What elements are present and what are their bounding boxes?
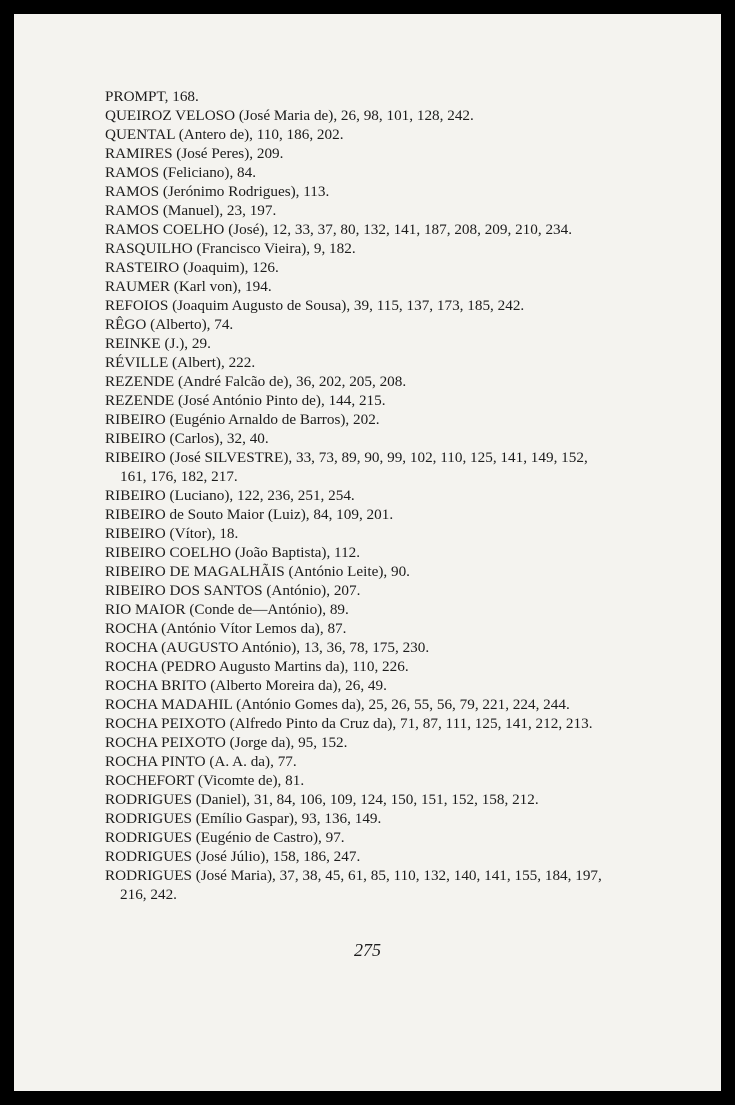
index-entry: RAMIRES (José Peres), 209. xyxy=(105,145,284,162)
index-entry: ROCHA PINTO (A. A. da), 77. xyxy=(105,753,297,770)
index-entry: RIBEIRO (Vítor), 18. xyxy=(105,525,239,542)
index-entry: RIBEIRO (José SILVESTRE), 33, 73, 89, 90, 99, 102, 110, 125, 141, 149, 152, 161, 176, 182, 217. xyxy=(105,449,588,485)
index-entry: ROCHA BRITO (Alberto Moreira da), 26, 49. xyxy=(105,677,387,694)
index-entry: RIBEIRO (Luciano), 122, 236, 251, 254. xyxy=(105,487,355,504)
index-entry: RODRIGUES (Daniel), 31, 84, 106, 109, 124, 150, 151, 152, 158, 212. xyxy=(105,791,539,808)
index-entry: REZENDE (José António Pinto de), 144, 215. xyxy=(105,392,386,409)
index-entry: ROCHA (PEDRO Augusto Martins da), 110, 226. xyxy=(105,658,409,675)
index-entry-list xyxy=(105,87,605,904)
index-entry: RAMOS (Manuel), 23, 197. xyxy=(105,202,277,219)
index-entry: ROCHA (AUGUSTO António), 13, 36, 78, 175, 230. xyxy=(105,639,430,656)
index-entry: PROMPT, 168. xyxy=(105,88,199,105)
index-entry: RAUMER (Karl von), 194. xyxy=(105,278,272,295)
index-entry: RAMOS (Feliciano), 84. xyxy=(105,164,257,181)
index-entry: ROCHA PEIXOTO (Alfredo Pinto da Cruz da), 71, 87, 111, 125, 141, 212, 213. xyxy=(105,715,593,732)
index-entry: RIO MAIOR (Conde de—António), 89. xyxy=(105,601,349,618)
index-entry: ROCHA PEIXOTO (Jorge da), 95, 152. xyxy=(105,734,348,751)
index-entry: RIBEIRO DE MAGALHÃIS (António Leite), 90. xyxy=(105,563,410,580)
index-entry: RÉVILLE (Albert), 222. xyxy=(105,354,256,371)
index-entry: RODRIGUES (Emílio Gaspar), 93, 136, 149. xyxy=(105,810,382,827)
index-entry: RAMOS COELHO (José), 12, 33, 37, 80, 132, 141, 187, 208, 209, 210, 234. xyxy=(105,221,573,238)
index-entry: RASTEIRO (Joaquim), 126. xyxy=(105,259,279,276)
index-entry: ROCHA MADAHIL (António Gomes da), 25, 26, 55, 56, 79, 221, 224, 244. xyxy=(105,696,570,713)
index-entry: QUENTAL (Antero de), 110, 186, 202. xyxy=(105,126,344,143)
index-entry: RIBEIRO (Eugénio Arnaldo de Barros), 202. xyxy=(105,411,380,428)
index-entry: RODRIGUES (José Júlio), 158, 186, 247. xyxy=(105,848,361,865)
page-number: 275 xyxy=(354,940,381,960)
index-entry: RAMOS (Jerónimo Rodrigues), 113. xyxy=(105,183,330,200)
index-entry: REINKE (J.), 29. xyxy=(105,335,211,352)
index-entry: RIBEIRO de Souto Maior (Luiz), 84, 109, 201. xyxy=(105,506,394,523)
index-entry: RODRIGUES (José Maria), 37, 38, 45, 61, 85, 110, 132, 140, 141, 155, 184, 197, 216, 242. xyxy=(105,867,602,903)
index-entry: RASQUILHO (Francisco Vieira), 9, 182. xyxy=(105,240,356,257)
index-entry: QUEIROZ VELOSO (José Maria de), 26, 98, 101, 128, 242. xyxy=(105,107,474,124)
index-entry: RODRIGUES (Eugénio de Castro), 97. xyxy=(105,829,345,846)
index-entry: RIBEIRO DOS SANTOS (António), 207. xyxy=(105,582,361,599)
document-page xyxy=(14,14,721,1091)
index-entry: RÊGO (Alberto), 74. xyxy=(105,316,234,333)
index-entry: REZENDE (André Falcão de), 36, 202, 205, 208. xyxy=(105,373,407,390)
index-entry: RIBEIRO COELHO (João Baptista), 112. xyxy=(105,544,361,561)
index-entry: ROCHEFORT (Vicomte de), 81. xyxy=(105,772,305,789)
index-entry: RIBEIRO (Carlos), 32, 40. xyxy=(105,430,269,447)
index-entry: ROCHA (António Vítor Lemos da), 87. xyxy=(105,620,347,637)
index-entry: REFOIOS (Joaquim Augusto de Sousa), 39, 115, 137, 173, 185, 242. xyxy=(105,297,525,314)
